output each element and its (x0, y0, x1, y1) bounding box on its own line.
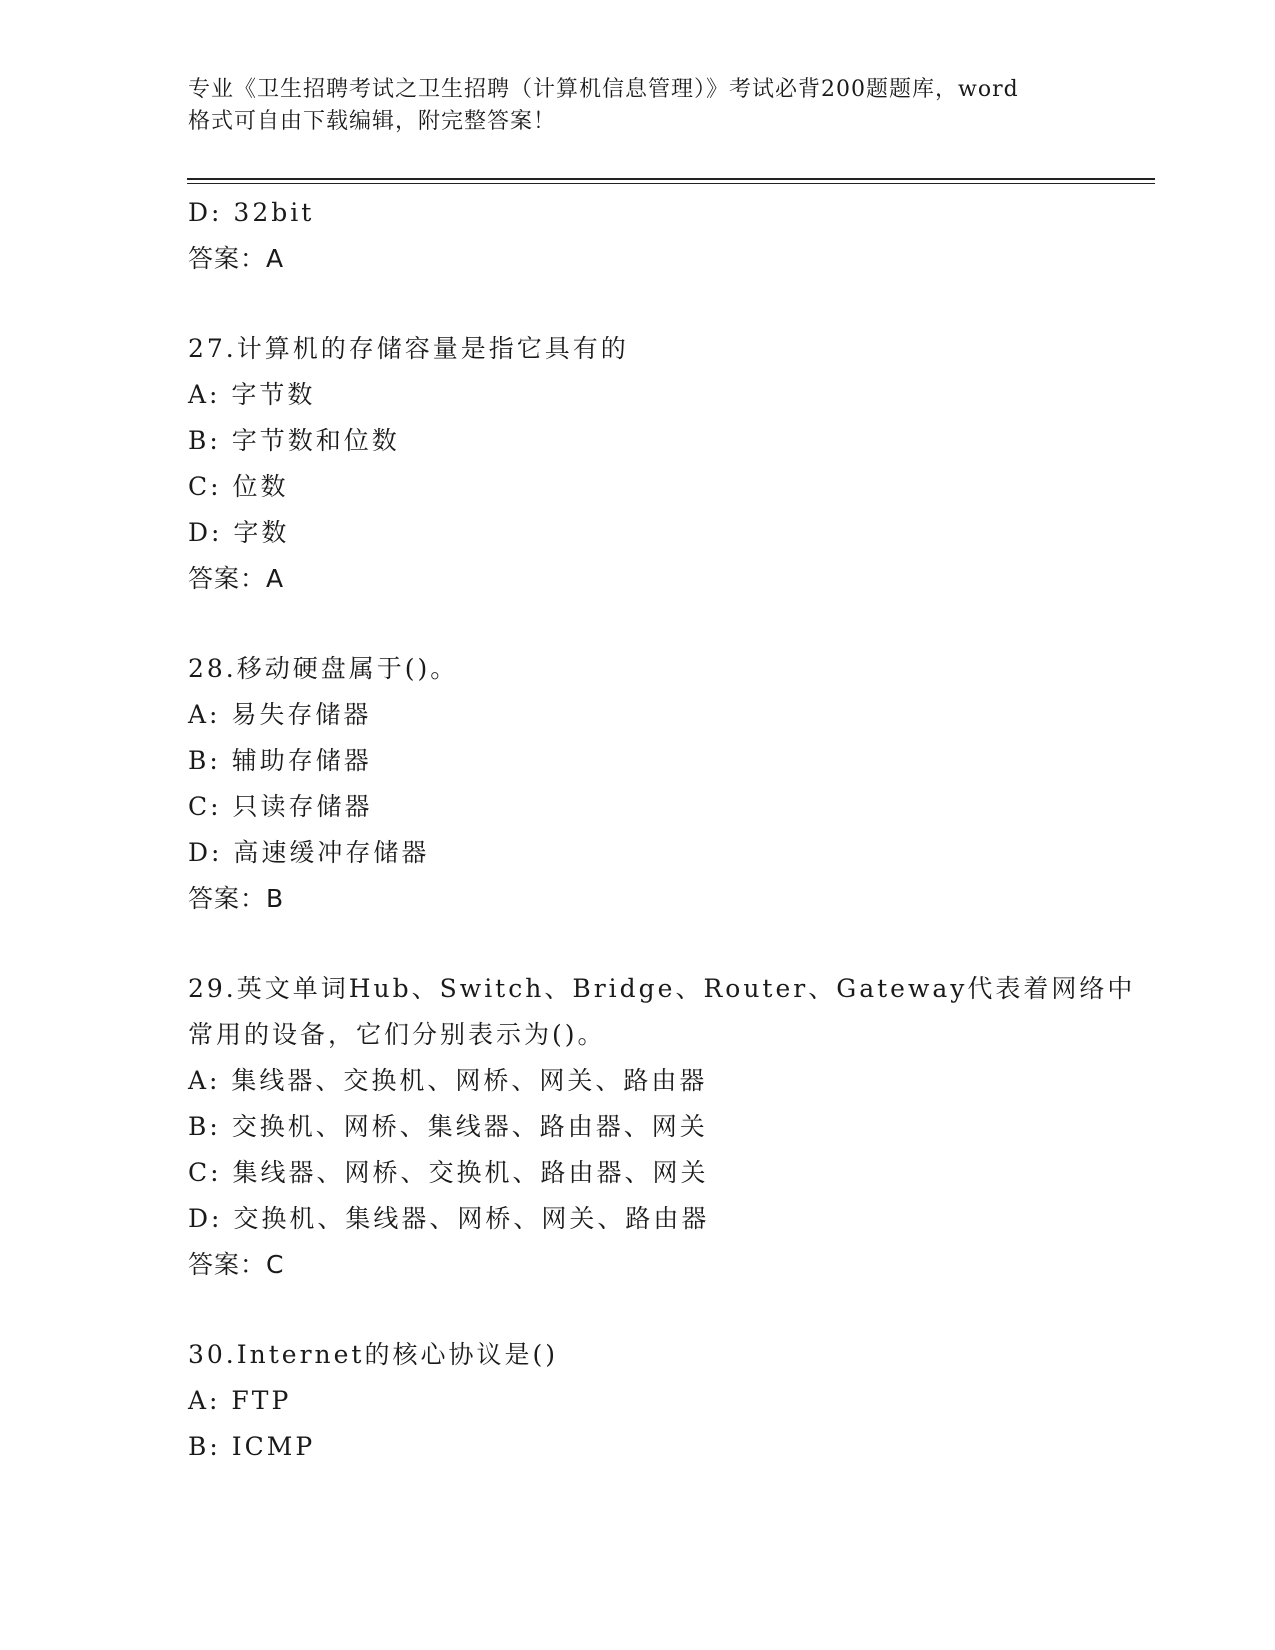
option-b: B: 交换机、网桥、集线器、路由器、网关 (188, 1112, 708, 1141)
document-header (188, 74, 1088, 138)
question-list (188, 190, 1148, 1470)
option-a: A: 易失存储器 (188, 700, 372, 729)
answer-label: 答案：C (188, 1250, 285, 1279)
question-block-29 (188, 966, 1148, 1288)
option-d: D: 交换机、集线器、网桥、网关、路由器 (188, 1204, 710, 1233)
option-a: A: 集线器、交换机、网桥、网关、路由器 (188, 1066, 708, 1095)
header-title-line-2: 格式可自由下载编辑，附完整答案！ (188, 109, 557, 134)
header-divider-thin (187, 183, 1155, 184)
question-block-30 (188, 1332, 1148, 1470)
option-d: D: 字数 (188, 518, 290, 547)
header-title-line-1: 专业《卫生招聘考试之卫生招聘（计算机信息管理）》考试必背200题题库，word (188, 77, 1019, 102)
question-block-28 (188, 646, 1148, 922)
option-c: C: 位数 (188, 472, 289, 501)
option-b: B: ICMP (188, 1432, 316, 1461)
option-c: C: 集线器、网桥、交换机、路由器、网关 (188, 1158, 709, 1187)
option-a: A: FTP (188, 1386, 292, 1415)
question-title: 28.移动硬盘属于()。 (188, 654, 459, 683)
option-a: A: 字节数 (188, 380, 316, 409)
option-b: B: 字节数和位数 (188, 426, 400, 455)
question-block-27 (188, 326, 1148, 602)
question-title-line-2: 常用的设备，它们分别表示为()。 (188, 1020, 606, 1049)
question-title: 27.计算机的存储容量是指它具有的 (188, 334, 629, 363)
answer-label: 答案：A (188, 564, 285, 593)
question-block-26-tail (188, 190, 1148, 282)
question-title-line-1: 29.英文单词Hub、Switch、Bridge、Router、Gateway代表着网络中 (188, 974, 1136, 1003)
question-title: 30.Internet的核心协议是() (188, 1340, 558, 1369)
answer-label: 答案：A (188, 244, 285, 273)
option-c: C: 只读存储器 (188, 792, 373, 821)
header-divider-thick (187, 178, 1155, 180)
option-d: D: 高速缓冲存储器 (188, 838, 430, 867)
option-b: B: 辅助存储器 (188, 746, 372, 775)
option-d: D: 32bit (188, 198, 315, 227)
answer-label: 答案：B (188, 884, 285, 913)
